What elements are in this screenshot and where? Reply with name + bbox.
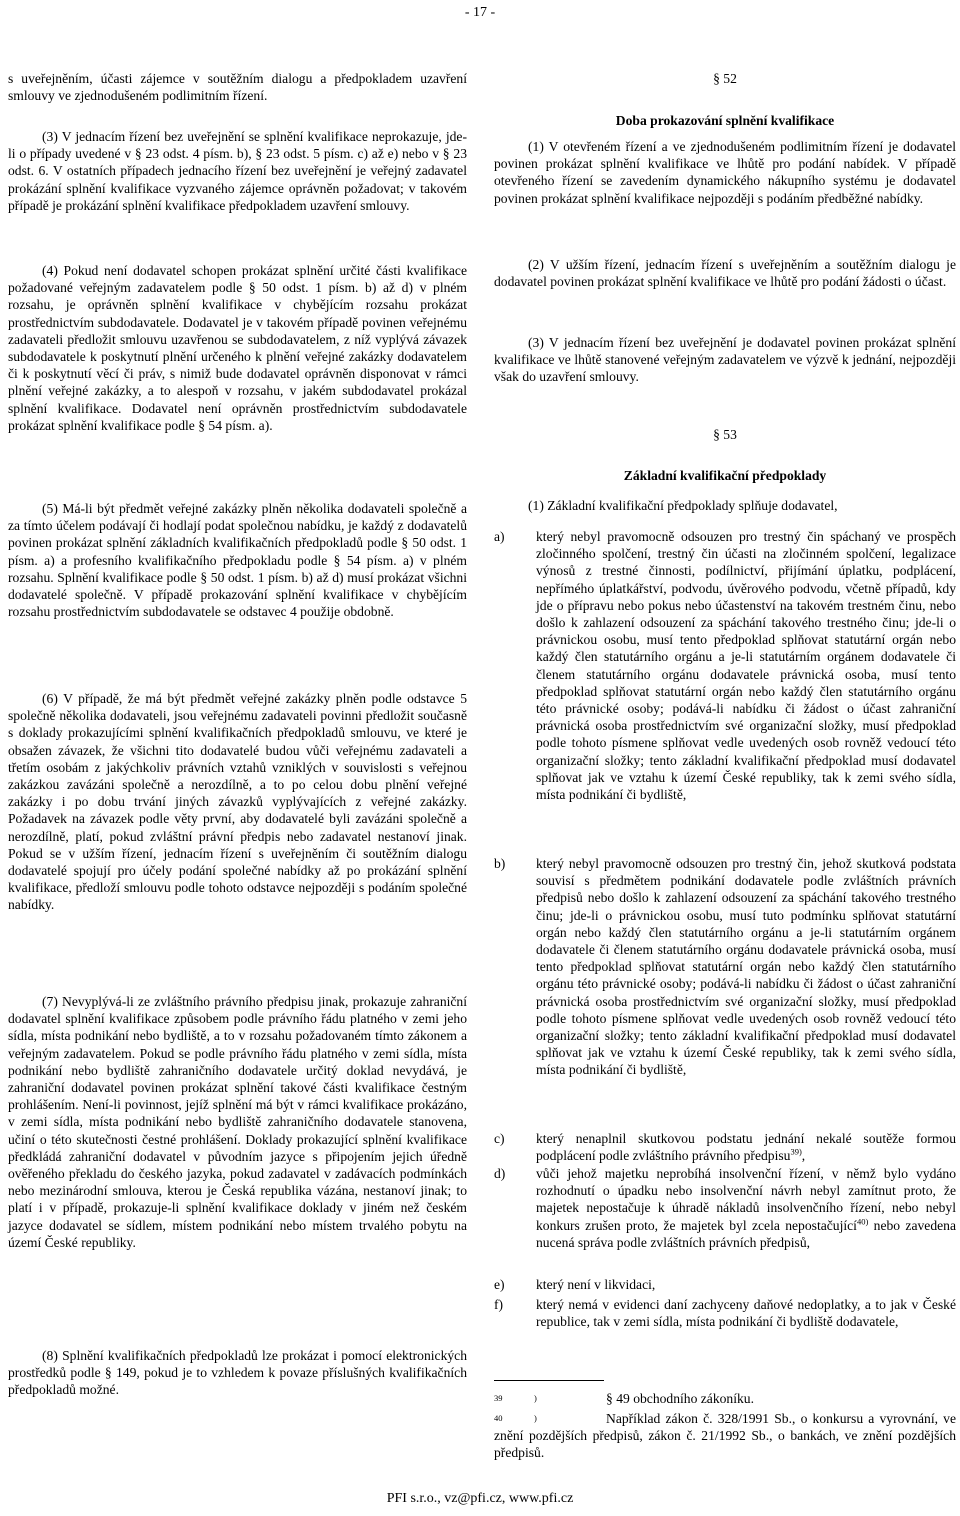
list-item	[494, 528, 956, 803]
paragraph-3: (3) V jednacím řízení bez uveřejnění se splnění kvalifikace neprokazuje, jde-li o případy uvedené v § 23 odst. 4 písm. b), § 23 odst. 5 písm. c) až e) nebo v § 23 odst. 6. V ostatních případech jednacího řízení bez uveřejnění je veřejný zadavatel prokázání splnění kvalifikace vyzvaného zájemce oprávněn požadovat; v takovém případě je prokázání splnění kvalifikace předpokladem uzavření smlouvy.	[8, 129, 467, 213]
paragraph-7: (7) Nevyplývá-li ze zvláštního právního předpisu jinak, prokazuje zahraniční dodavatel splnění kvalifikace způsobem podle právního řádu platného v zemi jeho sídla, místa podnikání nebo bydliště, a to v rozsahu požadovaném tímto zákonem a veřejným zadavatelem. Pokud se podle právního řádu platného v zemi sídla, místa podnikání nebo bydliště zahraničního dodavatele určitý doklad nevydává, je zahraniční dodavatel povinen prokázat splnění takové části kvalifikace čestným prohlášením. Není-li povinnost, jejíž splnění má být v rámci kvalifikace prokázáno, v zemi sídla, místa podnikání nebo bydliště zahraničního dodavatele stanovena, učiní o této skutečnosti čestné prohlášení. Doklady prokazující splnění kvalifikace předkládá zahraniční dodavatel v původním jazyce s připojením jejich úředně ověřeného překladu do českého jazyka, pokud zadavatel v zadávacích podmínkách nebo mezinárodní smlouva, kterou je Česká republika vázána, nestanoví jinak; to platí i v případě, prokazuje-li splnění kvalifikace doklady v jiném než českém jazyce dodavatel se sídlem, místem podnikání nebo místem trvalého pobytu na území České republiky.	[8, 994, 467, 1250]
section-52-paragraph-2: (2) V užším řízení, jednacím řízení s uveřejněním a soutěžním dialogu je dodavatel povinen prokázat splnění kvalifikace ve lhůtě pro podání žádosti o účast.	[494, 257, 956, 290]
footnote-divider	[494, 1380, 604, 1381]
list-item-text: který není v likvidaci,	[536, 1277, 656, 1292]
list-item-label: f)	[494, 1297, 504, 1312]
page-footer: PFI s.r.o., vz@pfi.cz, www.pfi.cz	[386, 1491, 574, 1506]
list-item-text: který nemá v evidenci daní zachyceny daňové nedoplatky, a to jak v České republice, tak v zemi sídla, místa podnikání či bydliště dodavatele,	[536, 1297, 956, 1330]
list-item-label: d)	[494, 1166, 506, 1181]
paragraph-4: (4) Pokud není dodavatel schopen prokázat splnění určité části kvalifikace požadované veřejným zadavatelem podle § 50 odst. 1 písm. b) až d) v plném rozsahu, je oprávněn splnění kvalifikace v chybějícím rozsahu prokázat prostřednictvím subdodavatele. Dodavatel je v takovém případě povinen veřejnému zadavateli předložit smlouvu uzavřenou se subdodavatelem, z níž vyplývá závazek subdodavatele k poskytnutí plnění určeného k plnění veřejné zakázky dodavatelem či k poskytnutí věcí či práv, s nimiž bude dodavatel oprávněn disponovat v rámci plnění veřejné zakázky, a to alespoň v rozsahu, v jakém subdodavatel prokázal splnění kvalifikace. Dodavatel není oprávněn prostřednictvím subdodavatele prokázat splnění kvalifikace podle § 54 písm. a).	[8, 263, 467, 433]
footnote-40: 40 ) Například zákon č. 328/1991 Sb., o konkursu a vyrovnání, ve znění pozdějších předpisů, zákon č. 21/1992 Sb., o bankách, ve znění pozdějších předpisů.	[494, 1411, 956, 1461]
list-item-label: e)	[494, 1277, 505, 1292]
footnote-number: 39	[494, 1393, 503, 1403]
list-item	[494, 1296, 956, 1330]
footnote-39: 39 ) § 49 obchodního zákoníku.	[494, 1390, 956, 1407]
list-item: d) vůči jehož majetku neprobíhá insolvenční řízení, v němž bylo vydáno rozhodnutí o úpadku nebo insolvenční návrh nebyl zamítnut proto, že majetek nepostačuje k úhradě nákladů insolvenčního řízení, nebo nebyl konkurs zrušen proto, že majetek byl zcela nepostačující$^{40)}$ nebo zavedena nucená správa podle zvláštních právních předpisů,	[494, 1166, 956, 1250]
paragraph-intro: s uveřejněním, účasti zájemce v soutěžním dialogu a předpokladem uzavření smlouvy ve zjednodušeném podlimitním řízení.	[8, 71, 467, 104]
section-52-number: § 52	[713, 71, 737, 86]
list-item: c) který nenaplnil skutkovou podstatu jednání nekalé soutěže formou podplácení podle zvláštního právního předpisu$^{39)}$,	[494, 1131, 956, 1164]
list-item	[494, 855, 956, 1079]
section-53-paragraph-1: (1) Základní kvalifikační předpoklady splňuje dodavatel,	[528, 498, 838, 513]
footnote-text: Například zákon č. 328/1991 Sb., o konkursu a vyrovnání, ve znění pozdějších předpisů, zákon č. 21/1992 Sb., o bankách, ve znění pozdějších předpisů.	[494, 1411, 956, 1461]
list-item-label: c)	[494, 1131, 505, 1146]
list-item-text: který nebyl pravomocně odsouzen pro trestný čin, jehož skutková podstata souvisí s předmětem podnikání dodavatele podle zvláštních právních předpisů nebo došlo k zahlazení odsouzení za spáchání takového trestného činu; jde-li o právnickou osobu, musí tuto podmínku splňovat statutární orgán nebo každý člen statutárního orgánu a je-li statutárním orgánem dodavatele či členem statutárního orgánu dodavatele právnická osoba, musí tento předpoklad splňovat statutární orgán nebo každý člen statutárního orgánu této právnické osoby; podává-li nabídku či žádost o účast zahraniční právnická osoba prostřednictvím své organizační složky, musí předpoklad podle tohoto písmene splňovat vedle uvedených osob rovněž vedoucí této organizační složky; tento základní kvalifikační předpoklad musí dodavatel splňovat jak ve vztahu k území České republiky, tak k zemi svého sídla, místa podnikání či bydliště,	[536, 856, 956, 1078]
paragraph-6: (6) V případě, že má být předmět veřejné zakázky plněn podle odstavce 5 společně několika dodavateli, jsou veřejnému zadavateli povinni předložit současně s doklady prokazujícími splnění kvalifikačních předpokladů smlouvu, ve které je obsažen závazek, že všichni tito dodavatelé budou vůči veřejnému zadavateli a třetím osobám z jakýchkoliv právních vztahů vzniklých v souvislosti s veřejnou zakázkou zavázáni společně a nerozdílně, a to po celou dobu plnění veřejné zakázky i po dobu trvání jiných závazků vyplývajících z veřejné zakázky. Požadavek na závazek podle věty první, aby dodavatelé byli zavázáni společně a nerozdílně, platí, pokud zvláštní právní předpis nebo zadavatel nestanoví jinak. Pokud se v užším řízení, jednacím řízení s uveřejněním či soutěžním dialogu dodavatelé spojují pro účely podání společné nabídky až po prokázání splnění kvalifikace, předloží smlouvu podle tohoto odstavce nejpozději s podáním společné nabídky.	[8, 691, 467, 913]
section-53-number: § 53	[713, 427, 737, 442]
section-52-title: Doba prokazování splnění kvalifikace	[615, 113, 835, 128]
list-item-label: b)	[494, 856, 506, 871]
list-item-text: který nebyl pravomocně odsouzen pro trestný čin spáchaný ve prospěch zločinného spolčení, trestný čin účasti na zločinném spolčení, legalizace výnosů z trestné činnosti, podílnictví, přijímání úplatku, podplácení, nepřímého úplatkářství, podvodu, úvěrového podvodu, včetně případů, kdy jde o přípravu nebo pokus nebo účastenství na takovém trestném činu, nebo došlo k zahlazení odsouzení za spáchání takového trestného činu; jde-li o právnickou osobu, musí tento předpoklad splňovat statutární orgán nebo každý člen statutárního orgánu a je-li statutárním orgánem dodavatele či členem statutárního orgánu dodavatele právnická osoba, musí tento předpoklad splňovat statutární orgán nebo každý člen statutárního orgánu této právnické osoby; podává-li nabídku či žádost o účast zahraniční právnická osoba prostřednictvím své organizační složky, musí předpoklad podle tohoto písmene splňovat vedle uvedených osob rovněž vedoucí této organizační složky; tento základní kvalifikační předpoklad musí dodavatel splňovat jak ve vztahu k území České republiky, tak k zemi svého sídla, místa podnikání či bydliště,	[536, 529, 956, 803]
paragraph-8: (8) Splnění kvalifikačních předpokladů lze prokázat i pomocí elektronických prostředků podle § 149, pokud je to vzhledem k povaze příslušných kvalifikačních předpokladů možné.	[8, 1348, 467, 1398]
footnote-ref-39[interactable]: 39)	[790, 1146, 802, 1157]
section-52-paragraph-1: (1) V otevřeném řízení a ve zjednodušeném podlimitním řízení je dodavatel povinen prokázat splnění kvalifikace ve lhůtě pro podání nabídek. V případě otevřeného řízení se zavedením dynamického nákupního systému je dodavatel povinen prokázat splnění kvalifikace nejpozději s podáním předběžné nabídky.	[494, 139, 956, 206]
footnote-text: § 49 obchodního zákoníku.	[606, 1391, 754, 1406]
footnote-ref-40[interactable]: 40)	[856, 1216, 869, 1227]
list-item-text: který nenaplnil skutkovou podstatu jednání nekalé soutěže formou podplácení podle zvláštního právního předpisu	[536, 1131, 956, 1164]
list-item-text: vůči jehož majetku neprobíhá insolvenční řízení, v němž bylo vydáno rozhodnutí o úpadku nebo insolvenční návrh nebyl zamítnut proto, že majetek nepostačuje k úhradě nákladů insolvenčního řízení, nebo nebyl konkurs zrušen proto, že majetek byl zcela nepostačující	[536, 1166, 956, 1233]
page-number: - 17 -	[464, 5, 496, 20]
footnote-number: 40	[494, 1413, 503, 1423]
section-53-title: Základní kvalifikační předpoklady	[623, 468, 827, 483]
list-item	[494, 1276, 956, 1293]
section-52-paragraph-3: (3) V jednacím řízení bez uveřejnění je dodavatel povinen prokázat splnění kvalifikace ve lhůtě stanovené veřejným zadavatelem ve výzvě k jednání, nejpozději však do uzavření smlouvy.	[494, 335, 956, 385]
paragraph-5: (5) Má-li být předmět veřejné zakázky plněn několika dodavateli společně a za tímto účelem podávají či hodlají podat společnou nabídku, je každý z dodavatelů povinen prokázat splnění základních kvalifikačních předpokladů podle § 50 odst. 1 písm. a) a profesního kvalifikačního předpokladu podle § 54 písm. a) v plném rozsahu. Splnění kvalifikace podle § 50 odst. 1 písm. b) až d) musí prokázat všichni dodavatelé společně. V případě prokazování splnění kvalifikace v chybějícím rozsahu prostřednictvím subdodavatele se odstavec 4 použije obdobně.	[8, 501, 467, 620]
list-item-label: a)	[494, 529, 505, 544]
